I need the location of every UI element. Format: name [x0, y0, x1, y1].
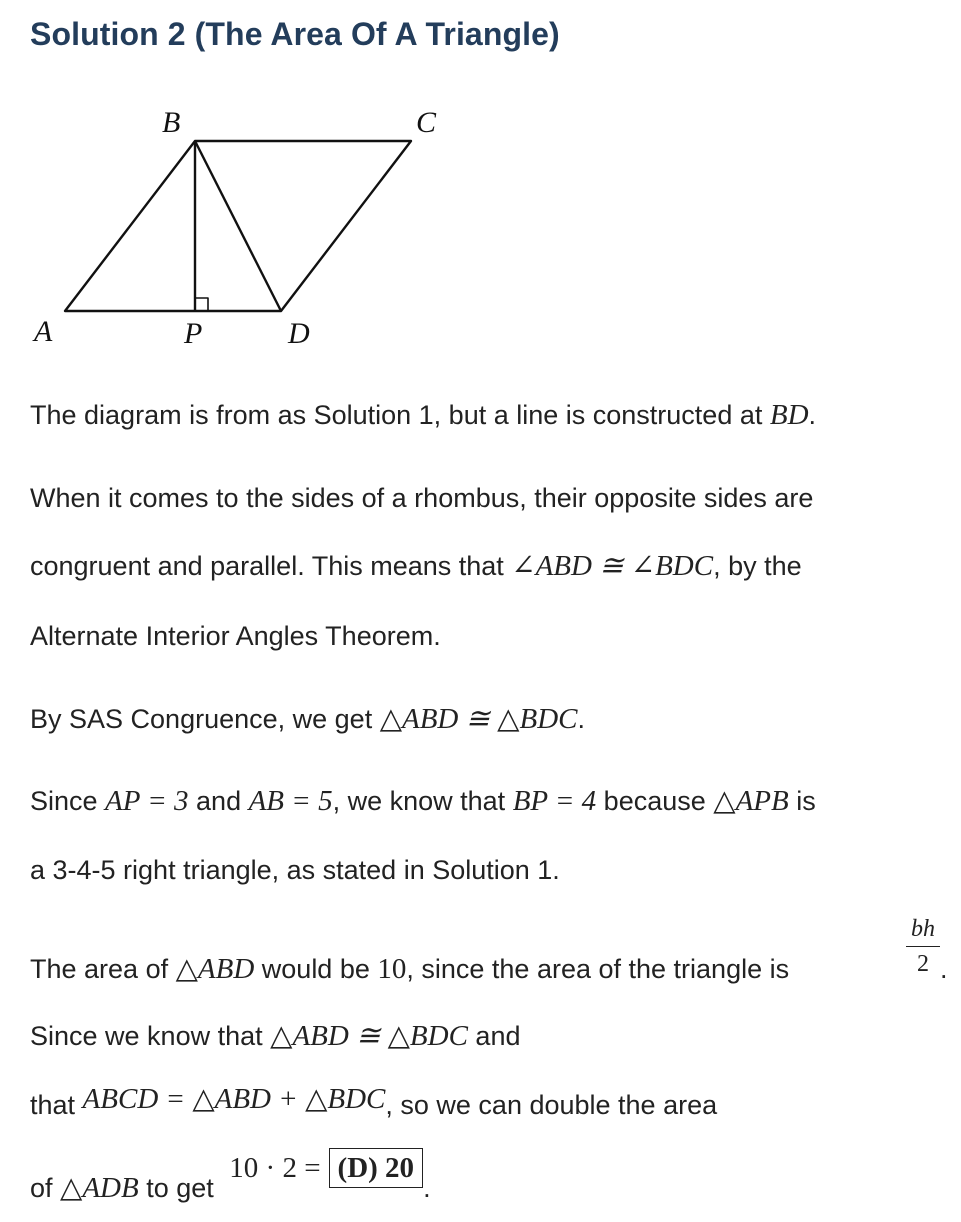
paragraph-area-period: .	[940, 954, 948, 984]
paragraph-rhombus-line3: Alternate Interior Angles Theorem.	[30, 621, 441, 651]
math-angle-congruence: ∠ABD ≅ ∠BDC	[511, 550, 714, 582]
paragraph-double-line1: Since we know that △ABD ≅ △BDC and	[30, 1020, 521, 1052]
label-c: C	[416, 106, 437, 139]
label-d: D	[288, 317, 310, 350]
math-ten-times-two: 10 · 2 =	[229, 1152, 321, 1184]
paragraph-double-line2: that ABCD = △ABD + △BDC, so we can double the area	[30, 1083, 718, 1120]
label-a: A	[34, 315, 53, 348]
math-congruence-again: △ABD ≅ △BDC	[270, 1020, 468, 1052]
math-triangle-congruence: △ABD ≅ △BDC	[379, 703, 578, 735]
math-bd: BD	[769, 399, 809, 431]
paragraph-rhombus-line2: congruent and parallel. This means that ∠ABD ≅ ∠BDC, by the	[30, 550, 802, 582]
paragraph-345-line2: a 3-4-5 right triangle, as stated in Solution 1.	[30, 855, 560, 885]
math-apb: △APB	[713, 785, 789, 817]
paragraph-sas: By SAS Congruence, we get △ABD ≅ △BDC.	[30, 703, 585, 735]
math-bp: BP = 4	[512, 785, 597, 817]
fraction-denominator: 2	[917, 951, 929, 977]
math-ten: 10	[377, 953, 407, 985]
label-b: B	[162, 106, 181, 139]
rhombus-diagram	[30, 100, 470, 360]
math-adb: △ADB	[60, 1172, 139, 1204]
fraction-numerator: bh	[911, 916, 935, 942]
answer-box: (D) 20	[329, 1148, 424, 1188]
paragraph-345-line1: Since AP = 3 and AB = 5, we know that BP = 4 because △APB is	[30, 785, 816, 817]
paragraph-diagram-note: The diagram is from as Solution 1, but a line is constructed at BD.	[30, 399, 817, 431]
paragraph-double-line3: of △ADB to get 10 · 2 = (D) 20.	[30, 1168, 431, 1208]
math-ab: AB = 5	[248, 785, 333, 817]
math-ap: AP = 3	[105, 785, 189, 817]
paragraph-area-line: The area of △ABD would be 10, since the area of the triangle is	[30, 953, 790, 985]
paragraph-rhombus-line1: When it comes to the sides of a rhombus, their opposite sides are	[30, 483, 814, 513]
right-angle-mark	[195, 298, 208, 311]
page-title: Solution 2 (The Area Of A Triangle)	[30, 16, 560, 52]
segment-bd	[195, 141, 281, 311]
fraction-bh-over-2	[906, 916, 940, 978]
math-abcd-sum: ABCD = △ABD + △BDC	[82, 1083, 386, 1115]
fraction-bar	[906, 946, 940, 947]
label-p: P	[184, 317, 203, 350]
math-abd: △ABD	[175, 953, 255, 985]
